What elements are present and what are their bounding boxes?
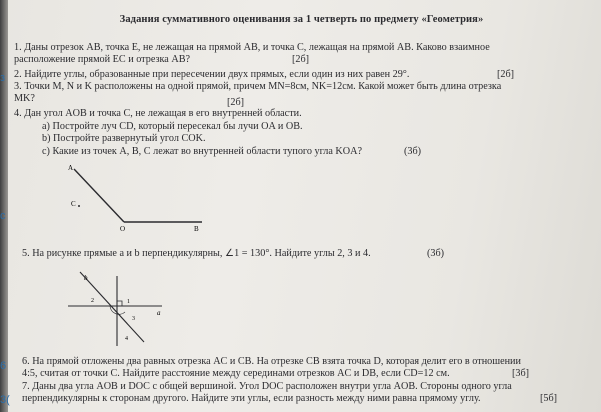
label-angle-2: 2 (91, 298, 94, 304)
label-line-a: a (157, 309, 161, 317)
task-3-points: [2б] (227, 97, 245, 108)
label-point-o: O (120, 225, 126, 233)
task-2-line-1: 2. Найдите углы, образованные при пересечении двух прямых, если один из них равен 29°. (14, 69, 410, 80)
task-5-lines-figure (62, 268, 172, 348)
task-7-line-2: перпендикулярны к сторонам другого. Найдите эти углы, если разность между ними равна прямому углу. (22, 393, 481, 404)
task-5-points: (3б) (427, 248, 445, 259)
task-6-line-2: 4:5, считая от точки C. Найдите расстояние между серединами отрезков AC и DB, если CD=12 см. (22, 368, 450, 379)
task-4-part-c: c) Какие из точек A, B, C лежат во внутренней области тупого угла KOA? (42, 146, 362, 157)
task-5-line-1: 5. На рисунке прямые a и b перпендикулярны, ∠1 = 130°. Найдите углы 2, 3 и 4. (22, 248, 371, 259)
task-4-part-a: a) Постройте луч CD, который пересекал бы лучи OA и OB. (42, 121, 303, 132)
edge-mark-3: 6 (0, 360, 7, 372)
task-4-part-b: b) Постройте развернутый угол COK. (42, 133, 206, 144)
task-6-points: [3б] (512, 368, 530, 379)
task-7-points: [5б] (540, 393, 558, 404)
task-4-points: (3б) (404, 146, 422, 157)
label-line-b: b (84, 274, 88, 282)
right-angle-mark (117, 301, 122, 306)
page-title: Задания суммативного оценивания за 1 четверть по предмету «Геометрия» (119, 14, 484, 25)
edge-mark-2: с (0, 210, 6, 222)
label-angle-4: 4 (125, 336, 128, 342)
edge-mark-4: 3( (0, 394, 10, 406)
task-7-line-1: 7. Даны два угла AOB и DOC с общей вершиной. Угол DOC расположен внутри угла AOB. Стороны одного угла (22, 381, 512, 392)
line-c (80, 272, 144, 342)
label-point-c: C (71, 200, 76, 208)
label-angle-1: 1 (127, 299, 130, 305)
ray-oa (74, 169, 124, 222)
label-point-a: A (68, 164, 74, 172)
worksheet (2, 0, 601, 412)
task-4-line-1: 4. Дан угол AOB и точка C, не лежащая в его внутренней области. (14, 108, 302, 119)
task-1-line-2: расположение прямой EC и отрезка AB? (14, 54, 191, 65)
task-1-line-1: 1. Даны отрезок AB, точка E, не лежащая на прямой AB, и точка C, лежащая на прямой AB. Каково взаимное (14, 42, 490, 53)
label-angle-3: 3 (132, 316, 135, 322)
task-3-line-1: 3. Точки M, N и K расположены на одной прямой, причем MN=8см, NK=12см. Какой может быть длина отрезка (14, 81, 502, 92)
task-1-points: [2б] (292, 54, 310, 65)
task-3-line-2: MK? (14, 93, 35, 104)
point-c-dot (78, 205, 80, 207)
edge-mark-1: з (0, 72, 6, 84)
task-4-angle-figure (62, 160, 222, 235)
label-point-b: B (194, 225, 199, 233)
page-edge-shadow (0, 0, 8, 412)
task-6-line-1: 6. На прямой отложены два равных отрезка AC и CB. На отрезке CB взята точка D, которая делит его в отношении (22, 356, 521, 367)
task-2-points: [2б] (497, 69, 515, 80)
